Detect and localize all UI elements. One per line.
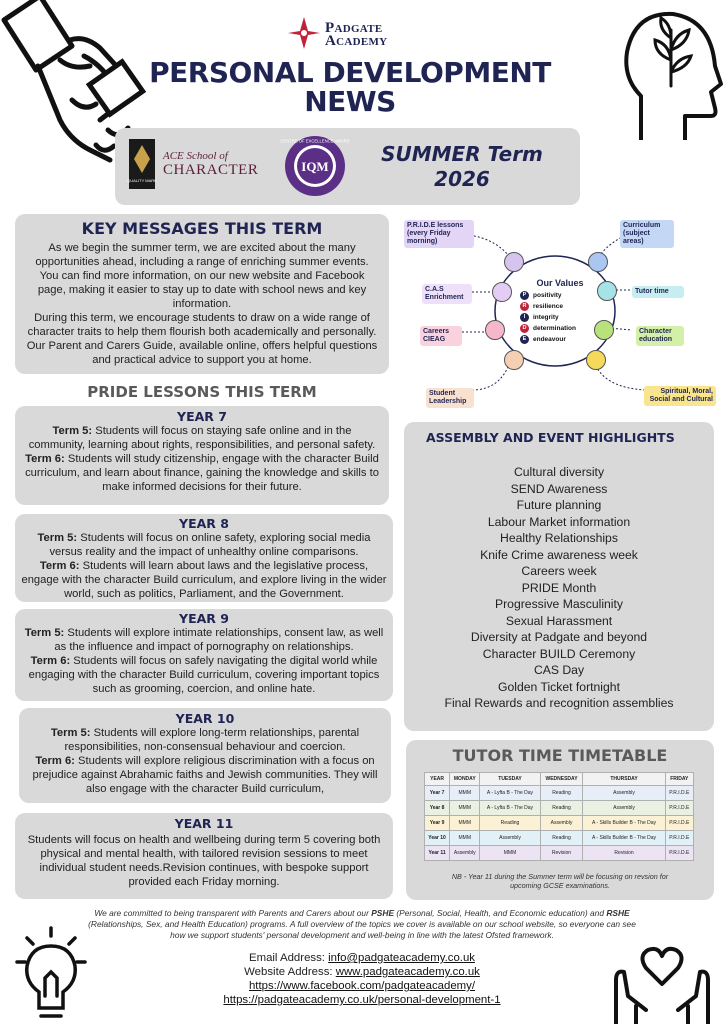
list-item: Sexual Harassment xyxy=(505,613,613,628)
ace-quality-mark-icon xyxy=(129,139,155,189)
cas-node xyxy=(492,282,512,302)
our-values-title: Our Values xyxy=(536,278,584,288)
label-tutor-time: Tutor time xyxy=(632,286,684,298)
tutor-time-heading: TUTOR TIME TIMETABLE xyxy=(452,746,668,765)
value-item: E endeavour xyxy=(520,334,600,345)
list-item: Cultural diversity xyxy=(513,465,605,479)
assembly-heading: ASSEMBLY AND EVENT HIGHLIGHTS xyxy=(426,430,675,445)
list-item: SEND Awareness xyxy=(510,481,608,496)
our-values-list xyxy=(520,278,600,345)
leadership-node xyxy=(504,350,524,370)
list-item: Labour Market information xyxy=(487,514,631,529)
value-item: R resilience xyxy=(520,301,600,312)
list-item: Character BUILD Ceremony xyxy=(482,646,636,661)
label-character-education: Character education xyxy=(636,326,684,346)
list-item: Diversity at Padgate and beyond xyxy=(470,630,648,644)
year10-title: YEAR 10 xyxy=(175,711,235,726)
key-messages-panel xyxy=(15,214,389,374)
table-row: Year 11 Assembly MMM Revision Revision P.R.I.D.E xyxy=(425,846,694,861)
page-title: PERSONAL DEVELOPMENT NEWS xyxy=(149,56,551,118)
label-cas: C.A.S Enrichment xyxy=(422,284,472,304)
tutor-time-panel xyxy=(406,740,714,900)
list-item: Careers week xyxy=(521,564,597,578)
email-line: Email Address: info@padgateacademy.co.uk xyxy=(248,952,475,964)
tutor-time-node xyxy=(597,281,617,301)
table-row: Year 8 MMM A - Lyfta B - The Day Reading Assembly P.R.I.D.E xyxy=(425,801,694,816)
smsc-node xyxy=(586,350,606,370)
timetable-note: NB - Year 11 during the Summer term will be focusing on revsion for upcoming GCSE examinations. xyxy=(451,872,669,890)
year8-title: YEAR 8 xyxy=(179,516,229,531)
year11-text: Students will focus on health and wellbeing during term 5 covering both physical and mental health, with tailored revision sessions to meet individual student needs.Revision continues, with bespoke support provided each Friday morning. xyxy=(27,834,381,888)
year11-title: YEAR 11 xyxy=(174,816,234,831)
email-link[interactable]: info@padgateacademy.co.uk xyxy=(328,952,475,964)
careers-node xyxy=(485,320,505,340)
key-messages-heading: KEY MESSAGES THIS TERM xyxy=(81,219,323,238)
year9-text: Term 5: Students will explore intimate relationships, consent law, as well as the influence and impact of pornography on relationships. Term 6: Students will focus on safely navigating the digital world while engaging with the character Build curriculum, covering important topics such as grooming, coercion, and online hate. xyxy=(24,627,384,695)
timetable xyxy=(424,772,694,861)
value-item: P positivity xyxy=(520,290,600,301)
year9-title: YEAR 9 xyxy=(179,611,229,626)
year7-panel xyxy=(15,406,389,505)
facebook-link[interactable]: https://www.facebook.com/padgateacademy/ xyxy=(248,980,476,992)
table-row: Year 9 MMM Reading Assembly A - Skills Builder B - The Day P.R.I.D.E xyxy=(425,816,694,831)
table-row: Year 10 MMM Assembly Reading A - Skills Builder B - The Day P.R.I.D.E xyxy=(425,831,694,846)
year10-panel xyxy=(19,708,391,803)
year8-panel xyxy=(15,514,393,602)
personal-development-link[interactable]: https://padgateacademy.co.uk/personal-development-1 xyxy=(223,994,501,1006)
label-careers: Careers CIEAG xyxy=(420,326,462,346)
label-curriculum: Curriculum (subject areas) xyxy=(620,220,674,248)
iqm-award-icon xyxy=(280,134,350,198)
ace-school-text: ACE School of CHARACTER xyxy=(163,150,259,178)
year10-text: Term 5: Students will explore long-term relationships, parental responsibilities, non-consensual behaviour and coercion. Term 6: Students will explore religious discrimination with a focus on prejudice against Abrahamic faiths and Jewish communities. They will also engage with the character Build curriculum, xyxy=(32,727,378,795)
website-line: Website Address: www.padgateacademy.co.uk xyxy=(244,966,480,978)
lightbulb-icon xyxy=(15,922,87,1022)
column-header: WEDNESDAY xyxy=(540,773,583,786)
column-header: MONDAY xyxy=(450,773,480,786)
svg-text:QUALITY MARK: QUALITY MARK xyxy=(127,178,157,183)
pride-lessons-node xyxy=(504,252,524,272)
term-title: SUMMER Term 2026 xyxy=(381,142,543,191)
label-pride-lessons: P.R.I.D.E lessons (every Friday morning) xyxy=(404,220,474,248)
year11-panel xyxy=(15,813,393,899)
year8-text: Term 5: Students will focus on online safety, exploring social media versus reality and the impact of unhealthy online comparisons. Term 6: Students will learn about laws and the legislative process, engage with the character Build curriculum, and explore living in the wider world, such as politics, Parliament, and the Government. xyxy=(21,532,387,600)
website-link[interactable]: www.padgateacademy.co.uk xyxy=(335,966,480,978)
year7-title: YEAR 7 xyxy=(177,409,227,424)
assembly-panel xyxy=(404,422,714,731)
list-item: Knife Crime awareness week xyxy=(480,547,638,562)
values-diagram xyxy=(400,214,720,419)
padgate-logo-icon xyxy=(286,15,322,51)
column-header: FRIDAY xyxy=(665,773,693,786)
list-item: Healthy Relationships xyxy=(500,531,618,545)
label-student-leadership: Student Leadership xyxy=(426,388,474,408)
list-item: PRIDE Month xyxy=(521,580,597,595)
list-item: CAS Day xyxy=(533,663,585,677)
column-header: TUESDAY xyxy=(480,773,540,786)
value-item: I integrity xyxy=(520,312,600,323)
hands-heart-icon xyxy=(606,940,718,1024)
curriculum-node xyxy=(588,252,608,272)
list-item: Future planning xyxy=(516,498,602,512)
list-item: Golden Ticket fortnight xyxy=(498,679,620,694)
pride-lessons-heading: PRIDE LESSONS THIS TERM xyxy=(87,383,317,401)
timetable-table xyxy=(424,772,694,861)
contact-block xyxy=(150,951,574,1007)
list-item: Final Rewards and recognition assemblies xyxy=(444,696,674,710)
year9-panel xyxy=(15,609,393,701)
list-item: Progressive Masculinity xyxy=(494,597,623,611)
key-messages-para1: As we begin the summer term, we are excited about the many opportunities ahead, including a range of enriching summer events. You can find more information, on our new website and Facebook page, making it easier to stay up to date with school news and key information. xyxy=(35,242,369,310)
label-smsc: Spiritual, Moral, Social and Cultural xyxy=(644,386,716,406)
banner xyxy=(115,128,580,205)
pshe-commitment: We are committed to being transparent with Parents and Carers about our PSHE (Personal, Social, Health, and Economic education) and RSHE (Relationships, Sex, and Health Education) programs. A full overview of the topics we cover is available on our school website, so everyone can see how we support students' personal development and well-being in line with the latest Ofsted framework. xyxy=(88,908,636,940)
value-item: D determination xyxy=(520,323,600,334)
year7-text: Term 5: Students will focus on staying safe online and in the community, learning about rights, responsibilities, and personal safety. Term 6: Students will study citizenship, engage with the character Build curriculum, and learn about finance, gaining the knowledge and skills to make informed decisions for their future. xyxy=(25,425,379,493)
svg-text:IQM: IQM xyxy=(301,159,329,174)
column-header: YEAR xyxy=(425,773,450,786)
head-plant-icon xyxy=(615,0,724,150)
column-header: THURSDAY xyxy=(583,773,665,786)
school-name: Padgate Academy xyxy=(325,20,388,49)
table-row: Year 7 MMM A - Lyfta B - The Day Reading Assembly P.R.I.D.E xyxy=(425,786,694,801)
key-messages-para2: During this term, we encourage students to draw on a wide range of character traits to help them flourish both academically and personally. Our Parent and Carers Guide, available online, offers helpful questions and practical advice to support you at home. xyxy=(26,312,378,366)
assembly-list xyxy=(404,464,714,712)
svg-text:CENTRE OF EXCELLENCE AWARD: CENTRE OF EXCELLENCE AWARD xyxy=(280,138,350,144)
